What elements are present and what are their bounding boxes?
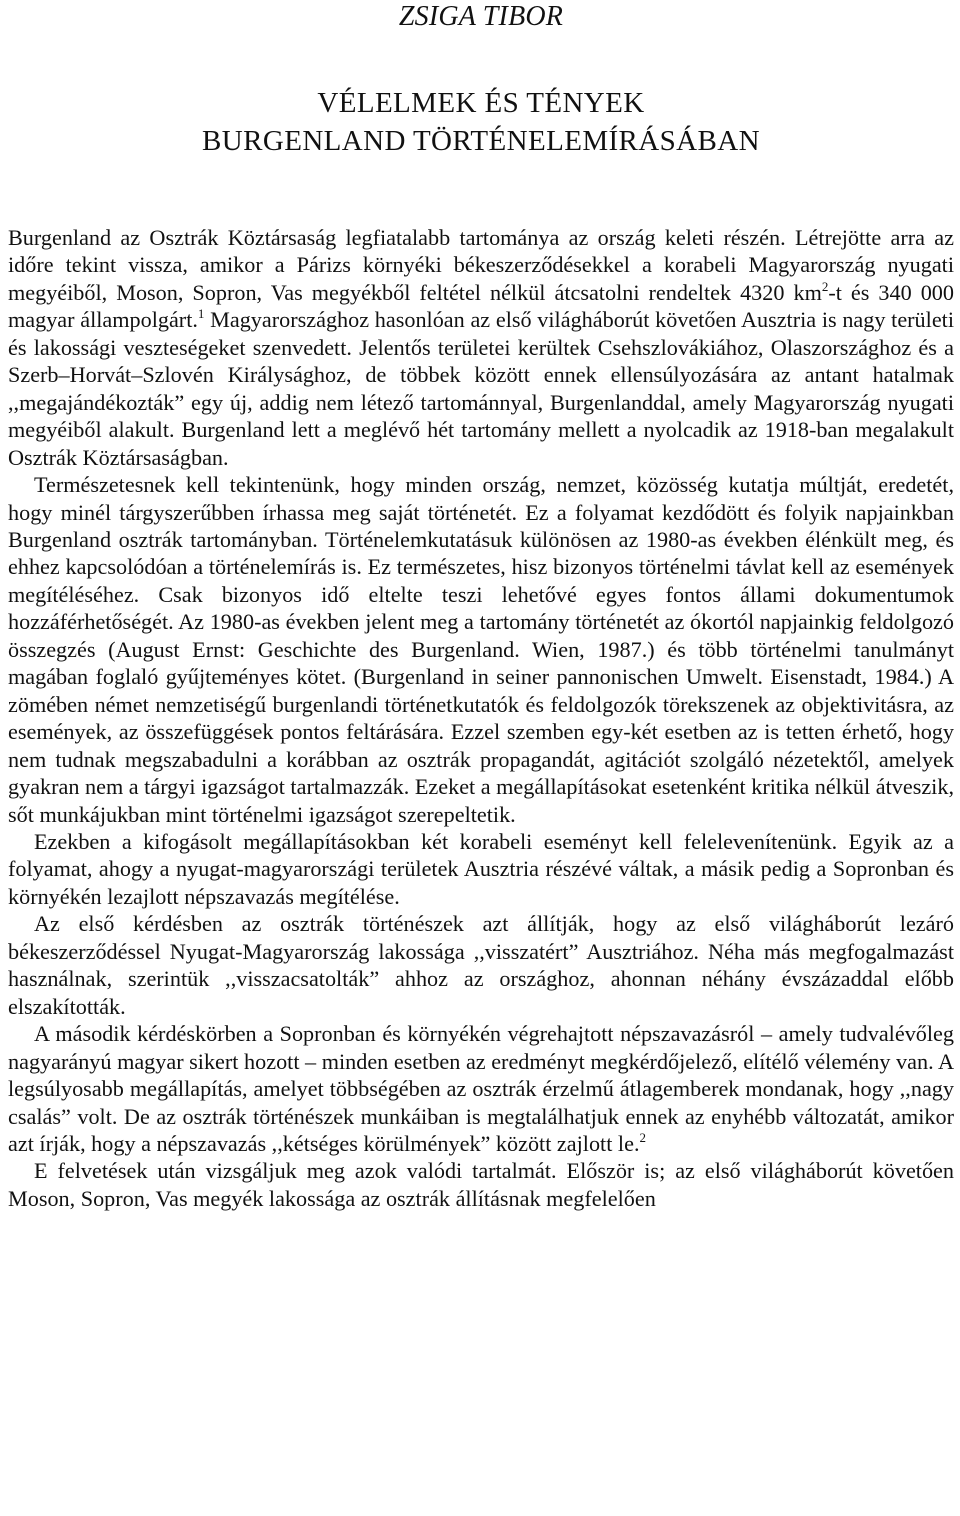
footnote-ref-1: 1 <box>197 306 205 322</box>
paragraph-2: Természetesnek kell tekintenünk, hogy minden ország, nemzet, közösség kutatja múltját, eredetét, hogy minél tárgyszerűbben írhassa meg saját történetét. Ez a folyamat kezdődött és folyik napjainkban Burgenland osztrák tartományban. Történelemkutatásuk különösen az 1980-as években élénkült meg, és ehhez kapcsolódóan a történelemírás is. Ez természetes, hisz bizonyos történelmi távlat kell az események megítéléséhez. Csak bizonyos idő eltelte teszi lehetővé egyes fontos állami dokumentumok hozzáférhetőségét. Az 1980-as években jelent meg a tartomány történetét az ókortól napjainkig feldolgozó összegzés (August Ernst: Geschichte des Burgenland. Wien, 1987.) és több történelmi tanulmányt magában foglaló gyűjteményes kötet. (Burgenland in seiner pannonischen Umwelt. Eisenstadt, 1984.) A zömében német nemzetiségű burgenlandi történetkutatók és feldolgozók törekszenek az objektivitásra, az események, az összefüggések pontos feltárására. Ezzel szemben egy-két esetben az is tetten érhető, hogy nem tudnak megszabadulni a korábban az osztrák propagandát, agitációt szolgáló nézetektől, amelyek gyakran nem a tárgyi igazságot tartalmazzák. Ezeket a megállapításokat esetenként kritika nélkül átveszik, sőt munkájukban mint történelmi igazságot szerepeltetik. <box>8 472 954 827</box>
paragraph-1 <box>8 224 954 471</box>
km-superscript: 2 <box>821 278 829 294</box>
article-body <box>8 224 954 1212</box>
footnote-ref-2: 2 <box>639 1129 646 1145</box>
paragraph-5 <box>8 1020 954 1157</box>
paragraph-6: E felvetések után vizsgáljuk meg azok valódi tartalmát. Először is; az első világháborút követően Moson, Sopron, Vas megyék lakossága az osztrák állításnak megfelelően <box>8 1158 954 1211</box>
paragraph-1-text-b: -t és 340 000 magyar állampolgárt. <box>8 279 954 333</box>
paragraph-3: Ezekben a kifogásolt megállapításokban két korabeli eseményt kell felelevenítenünk. Egyik az a folyamat, ahogy a nyugat-magyarországi területek Ausztria részévé váltak, a másik pedig a Sopronban és környékén lezajlott népszavazás megítélése. <box>8 828 954 909</box>
paragraph-4: Az első kérdésben az osztrák történészek azt állítják, hogy az első világháborút lezáró békeszerződéssel Nyugat-Magyarország lakossága ,,visszatért” Ausztriához. Néha más megfogalmazást használnak, szerintük ,,visszacsatolták” ahhoz az országhoz, ahonnan néhány évszázaddal előbb elszakították. <box>8 911 954 1019</box>
paragraph-1-text-a: Burgenland az Osztrák Köztársaság legfiatalabb tartománya az ország keleti részén. Létrejötte arra az időre tekint vissza, amikor a Párizs környéki békeszerződésekkel a korabeli Magyarország nyugati megyéiből, Moson, Sopron, Vas megyékből feltétel nélkül átcsatolni rendeltek 4320 km <box>8 225 954 305</box>
author-name: ZSIGA TIBOR <box>398 1 564 32</box>
paragraph-5-text: A második kérdéskörben a Sopronban és környékén végrehajtott népszavazásról – amely tudvalévőleg nagyarányú magyar sikert hozott – minden esetben az eredményt megkérdőjelező, elítélő vélemény van. A legsúlyosabb megállapítás, amelyet többségében az osztrák érzelmű átlagemberek mondanak, hogy ,,nagy csalás” volt. De az osztrák történészek munkáiban is megtalálhatjuk ennek az enyhébb változatát, amikor azt írják, hogy a népszavazás ,,kétséges körülmények” között zajlott le. <box>8 1021 954 1156</box>
title-line-1: VÉLELMEK ÉS TÉNYEK <box>317 87 645 119</box>
title-line-2: BURGENLAND TÖRTÉNELEMÍRÁSÁBAN <box>202 125 760 157</box>
paragraph-1-text-c: Magyarországhoz hasonlóan az első világháborút követően Ausztria is nagy területi és lakossági veszteségeket szenvedett. Jelentős területei kerültek Csehszlovákiához, Olaszországhoz és a Szerb–Horvát–Szlovén Királysághoz, de többek között ennek ellensúlyozására az antant hatalmak ,,megajándékozták” egy új, addig nem létező tartománnyal, Burgenlanddal, amely Magyarország nyugati megyéiből alakult. Burgenland lett a meglévő hét tartomány mellett a nyolcadik az 1918-ban megalakult Osztrák Köztársaságban. <box>8 307 954 470</box>
article-title <box>8 84 954 160</box>
